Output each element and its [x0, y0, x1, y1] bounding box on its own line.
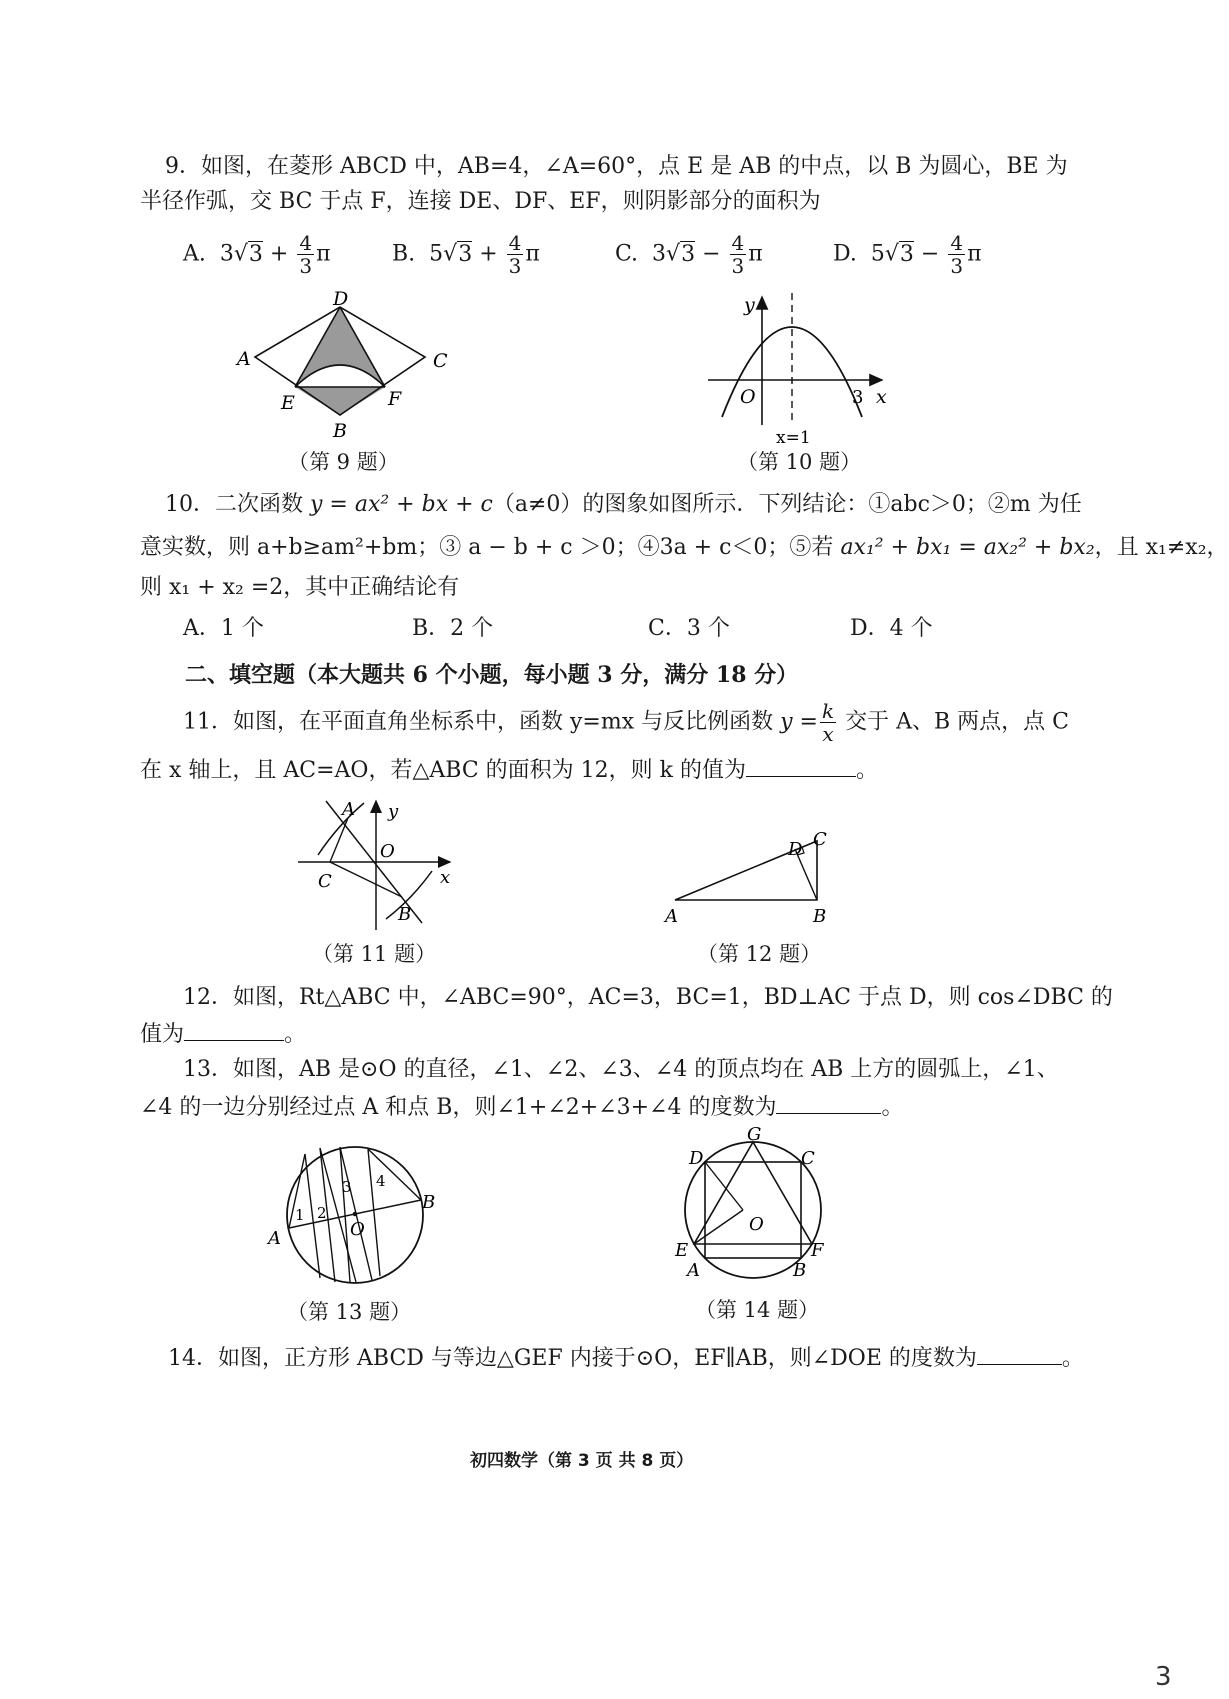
q11-label-c: C	[318, 871, 332, 892]
page-number: 3	[1155, 1662, 1172, 1692]
q9-option-b-frac	[507, 232, 524, 277]
q9-option-d-den: 3	[950, 254, 964, 278]
q9-option-a: A. 3√3 + $\frac{4}{3}$ π	[183, 231, 331, 278]
q13-label-o: O	[350, 1219, 365, 1240]
q9-option-d-letter: D.	[833, 241, 857, 267]
q11-figure	[290, 795, 465, 935]
q9-label-d: D	[333, 288, 349, 310]
q10-line1-b: （a≠0）的图象如图所示．下列结论：①abc＞0；②m 为任	[492, 492, 1082, 517]
q9-option-b-letter: B.	[392, 241, 416, 267]
q11-label-x: x	[440, 867, 451, 888]
q11-line2	[140, 754, 878, 786]
q9-option-d-num: 4	[950, 231, 964, 255]
q9-option-c-pi: π	[748, 241, 763, 267]
q9-option-a-frac	[297, 232, 314, 277]
q12-label-b: B	[813, 906, 827, 927]
q13-label-angle1: 1	[295, 1206, 305, 1224]
q11-line1-a: 11．如图，在平面直角坐标系中，函数 y=mx 与反比例函数	[183, 709, 781, 735]
q10-line2	[140, 533, 1229, 563]
q9-line1: 9．如图，在菱形 ABCD 中，AB=4，∠A=60°，点 E 是 AB 的中点，以 B 为圆心，BE 为	[165, 154, 1068, 179]
q10-label-root: 3	[852, 387, 864, 408]
q14-answer-blank[interactable]	[977, 1342, 1062, 1365]
q9-option-a-letter: A.	[183, 241, 206, 267]
q9-option-b-coef: 5	[429, 241, 444, 267]
q10-line1-a: 10．二次函数	[165, 492, 310, 517]
q10-option-a: A．1 个	[183, 616, 264, 641]
q9-option-b-pi: π	[525, 241, 540, 267]
q13-label-angle3: 3	[342, 1178, 352, 1196]
q9-option-a-pi: π	[316, 241, 331, 267]
q12-line1: 12．如图，Rt△ABC 中，∠ABC=90°，AC=3，BC=1，BD⊥AC 于点 D，则 cos∠DBC 的	[183, 985, 1113, 1010]
q10-option-b: B．2 个	[412, 616, 494, 641]
q11-caption: （第 11 题）	[312, 942, 437, 966]
q13-ray-4a	[368, 1149, 380, 1276]
section2-heading: 二、填空题（本大题共 6 个小题，每小题 3 分，满分 18 分）	[185, 662, 799, 688]
q14-figure	[665, 1124, 845, 1292]
q9-label-e: E	[281, 392, 295, 414]
q9-label-b: B	[333, 420, 347, 442]
q11-frac-lhs: y =	[780, 709, 818, 735]
q13-figure	[260, 1140, 450, 1290]
q13-label-a: A	[268, 1228, 281, 1249]
q11-answer-blank[interactable]	[746, 754, 856, 777]
q10-formula: y = ax² + bx + c	[310, 492, 493, 517]
q14-caption: （第 14 题）	[695, 1298, 820, 1322]
q9-shaded-lower	[295, 387, 385, 415]
q9-option-a-op: +	[269, 241, 289, 267]
q14-line1-text: 14．如图，正方形 ABCD 与等边△GEF 内接于⊙O，EF∥AB，则∠DOE 的度数为	[168, 1346, 977, 1371]
q11-label-y: y	[388, 801, 399, 822]
q14-label-c: C	[801, 1148, 815, 1169]
q13-label-angle4: 4	[376, 1172, 386, 1190]
q14-end: 。	[1061, 1346, 1084, 1371]
q12-label-c: C	[813, 829, 827, 850]
q9-label-f: F	[388, 388, 402, 410]
q9-option-d-frac	[948, 232, 965, 277]
q10-label-y: y	[744, 294, 755, 316]
q9-option-c-letter: C.	[615, 241, 639, 267]
q12-answer-blank[interactable]	[184, 1018, 284, 1041]
q9-option-b-radicand: 3	[458, 241, 473, 267]
q9-option-c-op: −	[702, 241, 721, 267]
q14-label-o: O	[749, 1214, 764, 1235]
q13-answer-blank[interactable]	[776, 1091, 881, 1114]
page-footer: 初四数学（第 3 页 共 8 页）	[470, 1451, 694, 1471]
q9-option-b-num: 4	[508, 231, 522, 255]
q11-end: 。	[855, 758, 878, 783]
q13-line2-text: ∠4 的一边分别经过点 A 和点 B，则∠1+∠2+∠3+∠4 的度数为	[140, 1095, 777, 1120]
q12-label-d: D	[788, 839, 803, 860]
q11-frac-num: k	[821, 699, 835, 723]
q9-option-a-den: 3	[299, 254, 313, 278]
q9-option-c: C. 3√3 − $\frac{4}{3}$ π	[615, 231, 763, 278]
q9-option-d-op: −	[920, 241, 940, 267]
q11-label-b: B	[398, 904, 412, 925]
q9-option-a-radicand: 3	[248, 241, 263, 267]
q13-end: 。	[881, 1095, 904, 1120]
q10-option-c: C．3 个	[648, 616, 730, 641]
q11-line2-text: 在 x 轴上，且 AC=AO，若△ABC 的面积为 12，则 k 的值为	[140, 758, 746, 783]
q10-condition: ax₁² + bx₁ = ax₂² + bx₂	[840, 535, 1095, 560]
q9-option-c-radicand: 3	[681, 241, 696, 267]
q13-line2	[140, 1091, 904, 1123]
q9-option-c-num: 4	[731, 231, 745, 255]
q13-label-b: B	[422, 1192, 436, 1213]
q10-line2-a: 意实数，则 a+b≥am²+bm；③ a − b + c ＞0；④3a + c＜0；⑤若	[140, 535, 841, 560]
q10-option-d: D．4 个	[850, 616, 933, 641]
q9-option-b: B. 5√3 + $\frac{4}{3}$ π	[392, 231, 540, 278]
q13-caption: （第 13 题）	[287, 1300, 412, 1324]
q13-line1: 13．如图，AB 是⊙O 的直径，∠1、∠2、∠3、∠4 的顶点均在 AB 上方的圆弧上，∠1、	[183, 1057, 1059, 1082]
q12-caption: （第 12 题）	[697, 942, 822, 966]
q13-center-dot	[353, 1212, 358, 1217]
q14-line1	[168, 1342, 1084, 1374]
q14-label-f: F	[811, 1240, 824, 1261]
q11-label-a: A	[342, 799, 355, 820]
q9-option-c-den: 3	[731, 254, 745, 278]
q12-end: 。	[284, 1022, 307, 1047]
q14-label-e: E	[675, 1240, 689, 1261]
q10-line3: 则 x₁ + x₂ =2，其中正确结论有	[140, 575, 460, 600]
q9-caption: （第 9 题）	[288, 450, 399, 474]
q11-label-o: O	[380, 841, 395, 862]
q9-option-d-coef: 5	[870, 241, 885, 267]
q14-line-eo	[694, 1210, 743, 1244]
q9-option-d-pi: π	[967, 241, 982, 267]
q12-line2-text: 值为	[140, 1022, 185, 1047]
q9-option-c-coef: 3	[652, 241, 667, 267]
q11-frac	[820, 700, 836, 745]
q12-figure	[655, 825, 845, 930]
q10-label-x: x	[876, 386, 887, 408]
q10-line2-b: ，且 x₁≠x₂，	[1094, 535, 1229, 560]
q11-frac-den: x	[822, 722, 834, 746]
q9-option-a-num: 4	[299, 231, 313, 255]
q9-line2: 半径作弧，交 BC 于点 F，连接 DE、DF、EF，则阴影部分的面积为	[140, 189, 821, 214]
q9-option-c-frac	[730, 232, 747, 277]
q9-option-d: D. 5√3 − $\frac{4}{3}$ π	[833, 231, 982, 278]
q9-option-b-op: +	[479, 241, 498, 267]
q14-label-b: B	[793, 1260, 807, 1281]
q9-figure	[225, 285, 465, 445]
q13-label-angle2: 2	[317, 1204, 327, 1222]
q14-label-g: G	[747, 1124, 762, 1145]
q9-label-c: C	[433, 350, 448, 372]
q9-label-a: A	[237, 348, 251, 370]
q9-option-a-coef: 3	[219, 241, 234, 267]
q9-option-b-den: 3	[508, 254, 522, 278]
q12-label-a: A	[665, 906, 678, 927]
q11-hyperbola-upper	[318, 803, 364, 855]
q10-figure	[700, 285, 900, 448]
q10-line1	[165, 490, 1082, 520]
q11-line1	[183, 700, 1069, 745]
q14-label-d: D	[689, 1148, 704, 1169]
q14-label-a: A	[687, 1260, 700, 1281]
q10-label-origin: O	[740, 386, 756, 408]
q10-caption: （第 10 题）	[737, 450, 862, 474]
q10-label-axis: x=1	[776, 428, 811, 448]
q12-line2	[140, 1018, 306, 1050]
q11-line1-b: 交于 A、B 两点，点 C	[838, 709, 1069, 735]
q9-option-d-radicand: 3	[899, 241, 914, 267]
